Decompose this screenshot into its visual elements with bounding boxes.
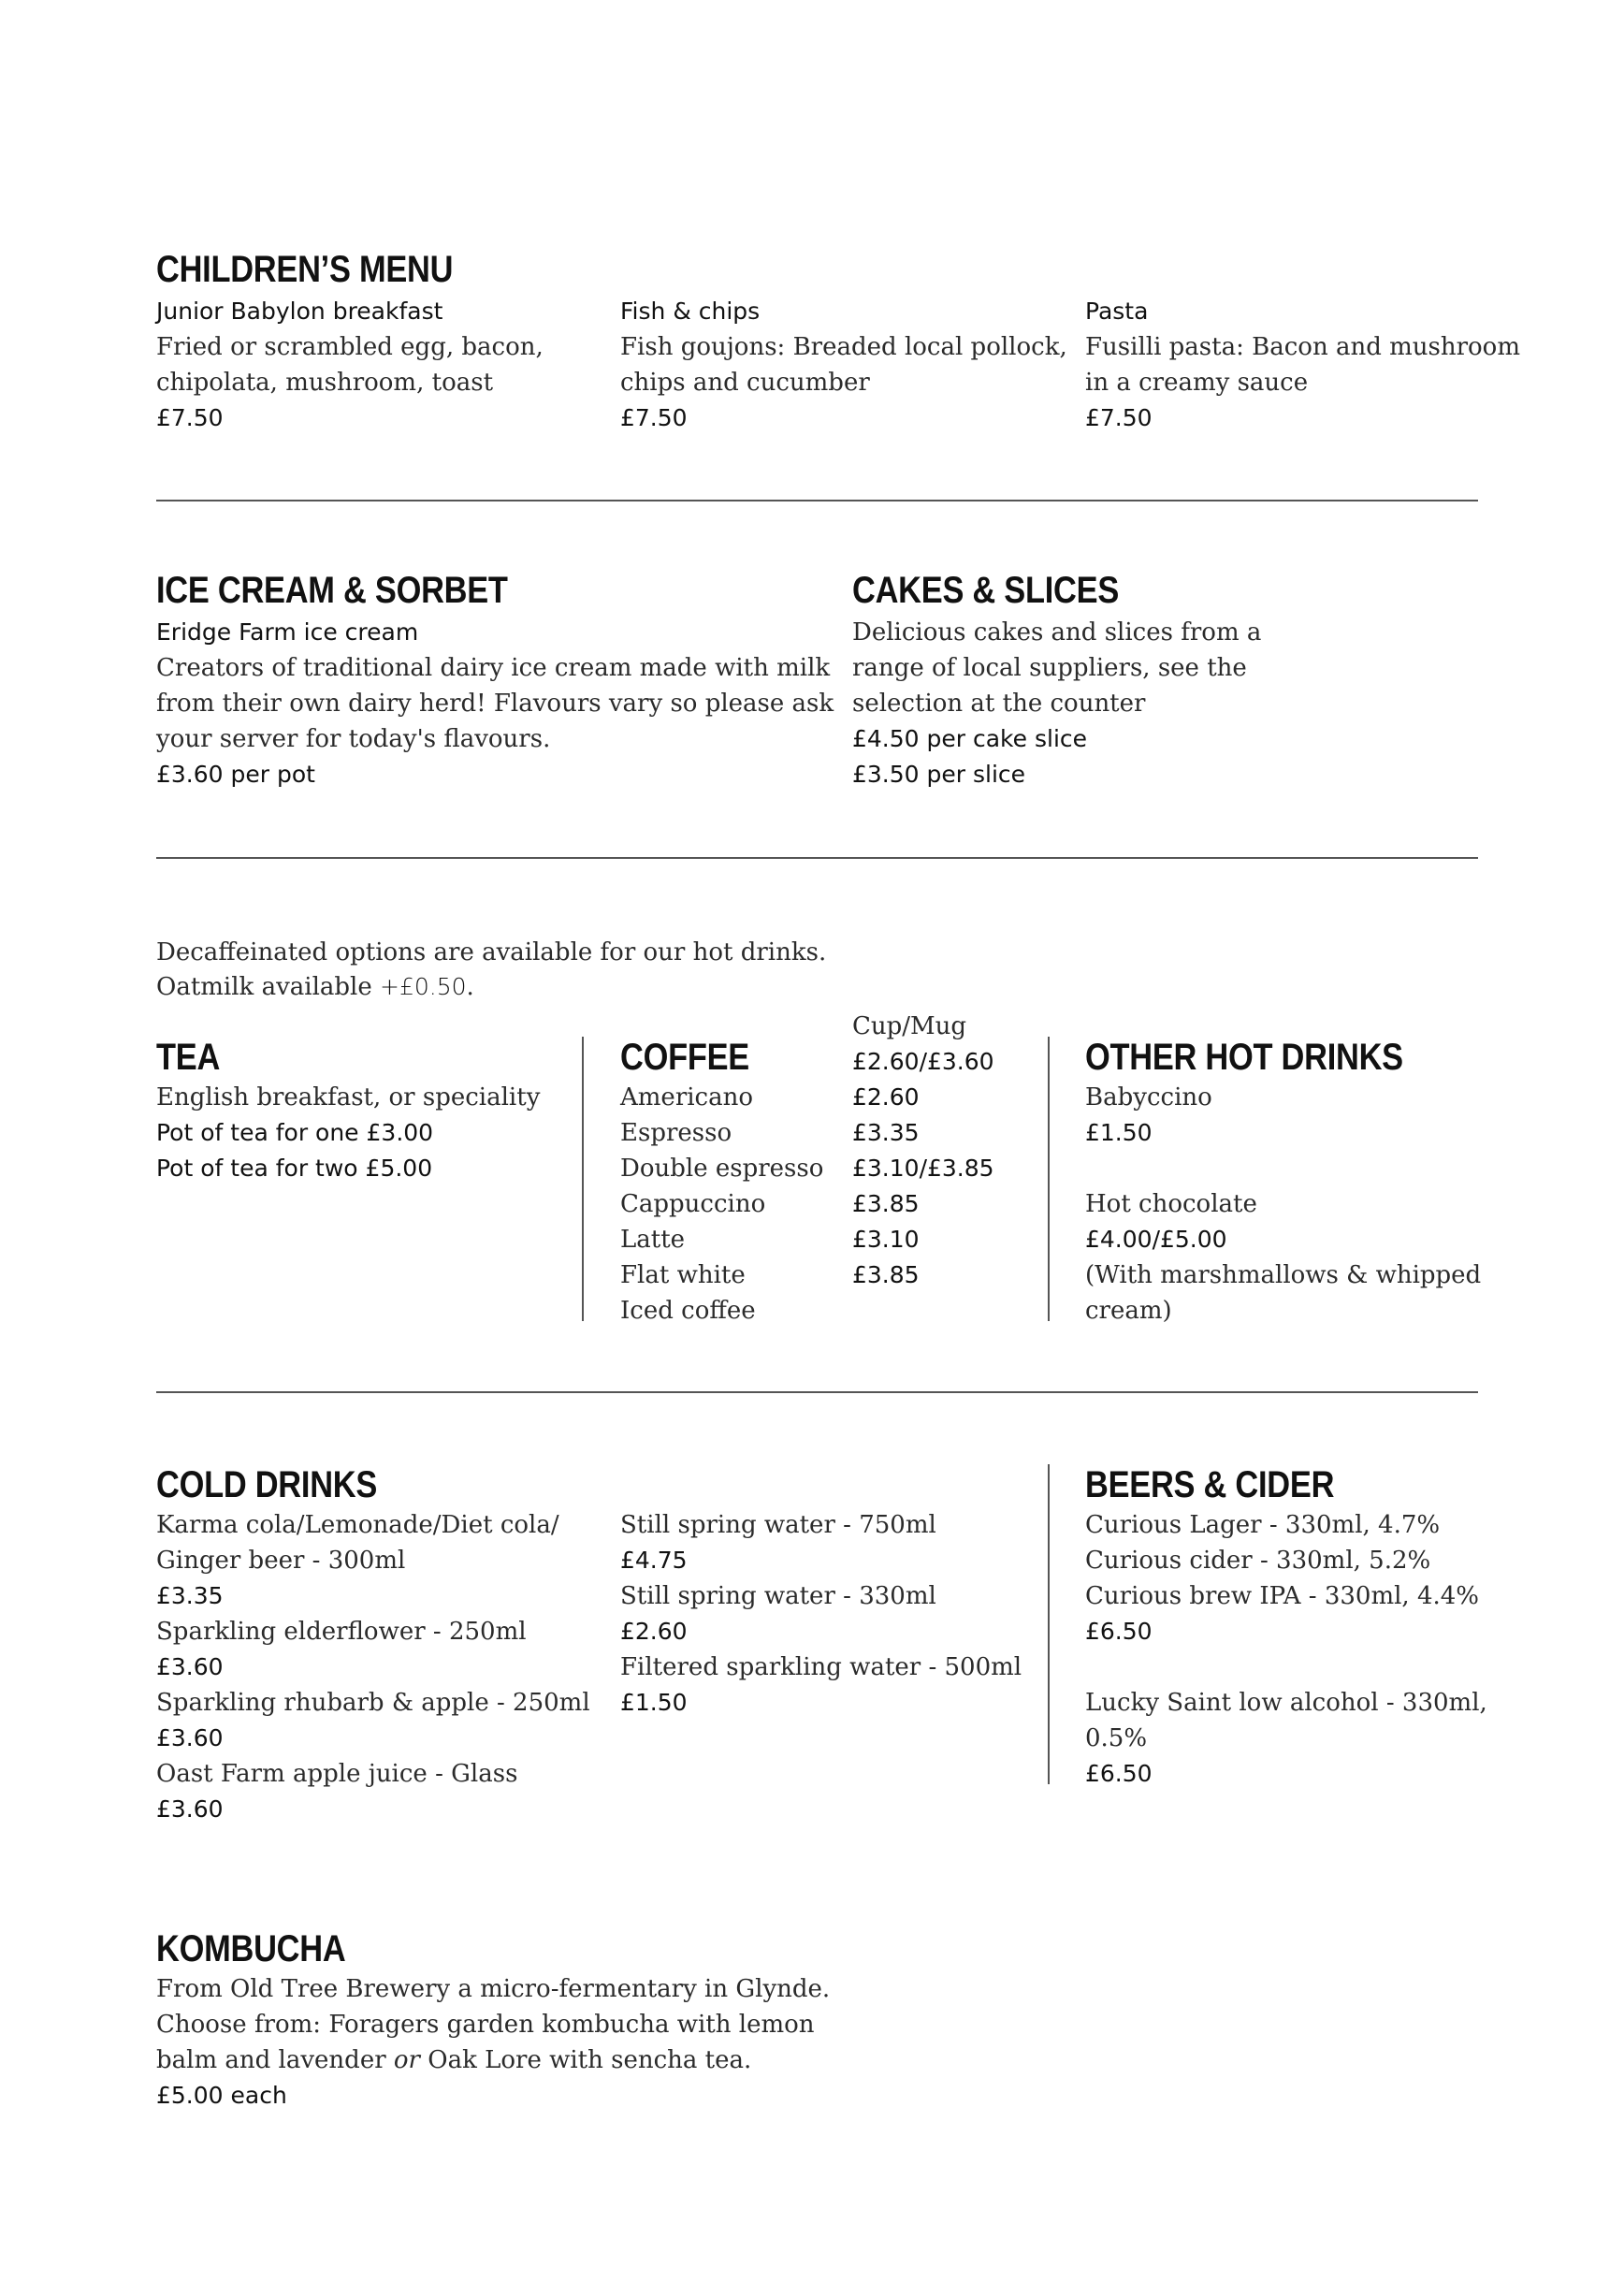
kombucha-desc xyxy=(156,2042,998,2078)
item-price: £7.50 xyxy=(620,404,688,431)
coffee-header-price: £2.60/£3.60 xyxy=(852,1048,994,1075)
drink-item: Curious cider - 330ml, 5.2% xyxy=(1085,1547,1431,1575)
cold-drinks-col2 xyxy=(620,1507,1051,1721)
coffee-prices xyxy=(852,1080,1039,1293)
item-desc: chipolata, mushroom, toast xyxy=(156,369,494,397)
coffee-item: Flat white xyxy=(620,1261,746,1289)
cold-drinks-col1 xyxy=(156,1507,605,1827)
item-name: Pasta xyxy=(1085,298,1149,325)
drink-price: £2.60 xyxy=(620,1618,688,1645)
drink-item: 0.5% xyxy=(1085,1724,1148,1752)
item-price: £3.50 per slice xyxy=(852,761,1026,788)
cold-drinks-title: COLD DRINKS xyxy=(156,1464,378,1505)
kombucha-or: or xyxy=(393,2046,420,2074)
drink-item: Curious Lager - 330ml, 4.7% xyxy=(1085,1511,1441,1539)
drink-price: £3.35 xyxy=(156,1582,224,1609)
oatmilk-end: . xyxy=(466,973,474,1001)
drink-item: Sparkling elderflower - 250ml xyxy=(156,1618,527,1646)
drink-price: £4.75 xyxy=(620,1547,688,1574)
children-item xyxy=(1085,294,1520,436)
item-price: £5.00 each xyxy=(156,2082,287,2109)
drink-price: £3.60 xyxy=(156,1724,224,1751)
coffee-item: Latte xyxy=(620,1226,686,1254)
kombucha-block xyxy=(156,1971,998,2114)
drink-price: £6.50 xyxy=(1085,1618,1153,1645)
drink-item: Still spring water - 330ml xyxy=(620,1582,936,1610)
column-divider xyxy=(1048,1464,1050,1784)
drink-item: Lucky Saint low alcohol - 330ml, xyxy=(1085,1689,1487,1717)
item-price: Pot of tea for one £3.00 xyxy=(156,1119,434,1146)
drink-note: cream) xyxy=(1085,1297,1172,1325)
oatmilk-note xyxy=(156,969,998,1005)
item-price: Pot of tea for two £5.00 xyxy=(156,1155,433,1182)
drink-item xyxy=(1085,1649,1497,1685)
coffee-item: Iced coffee xyxy=(620,1297,756,1325)
drink-price: £4.00/£5.00 xyxy=(1085,1226,1227,1253)
drink-item: Curious brew IPA - 330ml, 4.4% xyxy=(1085,1582,1480,1610)
coffee-item: Cappuccino xyxy=(620,1190,766,1218)
drink-item: Still spring water - 750ml xyxy=(620,1511,936,1539)
kombucha-desc-part: balm and lavender xyxy=(156,2046,394,2074)
drink-price: £6.50 xyxy=(1085,1760,1153,1787)
coffee-item: Americano xyxy=(620,1083,754,1112)
drink-price: £1.50 xyxy=(1085,1119,1153,1146)
ice-cream-title: ICE CREAM & SORBET xyxy=(156,570,508,611)
other-hot-drinks-block xyxy=(1085,1080,1497,1329)
tea-title: TEA xyxy=(156,1037,221,1078)
childrens-menu-title: CHILDREN’S MENU xyxy=(156,249,454,290)
beers-cider-block xyxy=(1085,1507,1497,1792)
item-desc: your server for today's flavours. xyxy=(156,725,551,753)
coffee-price: £3.10/£3.85 xyxy=(852,1155,994,1182)
item-desc: from their own dairy herd! Flavours vary so please ask xyxy=(156,690,834,718)
hot-drinks-intro xyxy=(156,937,998,1005)
beers-cider-title: BEERS & CIDER xyxy=(1085,1464,1335,1505)
item-price: £7.50 xyxy=(156,404,224,431)
item-name: Junior Babylon breakfast xyxy=(156,298,443,325)
drink-item: Karma cola/Lemonade/Diet cola/ xyxy=(156,1511,559,1539)
coffee-title: COFFEE xyxy=(620,1037,749,1078)
coffee-price: £3.85 xyxy=(852,1190,920,1217)
item-desc: English breakfast, or speciality xyxy=(156,1083,541,1112)
item-desc: Delicious cakes and slices from a xyxy=(852,618,1262,647)
kombucha-title: KOMBUCHA xyxy=(156,1928,346,1969)
cakes-block xyxy=(852,615,1320,792)
coffee-price: £3.35 xyxy=(852,1119,920,1146)
children-item xyxy=(156,294,587,436)
drink-price: £1.50 xyxy=(620,1689,688,1716)
item-name: Eridge Farm ice cream xyxy=(156,618,419,646)
size-header: Cup/Mug xyxy=(852,1012,967,1040)
cakes-title: CAKES & SLICES xyxy=(852,570,1120,611)
drink-item: Hot chocolate xyxy=(1085,1190,1257,1218)
ice-cream-block xyxy=(156,615,834,792)
section-divider xyxy=(156,500,1478,501)
item-desc: selection at the counter xyxy=(852,690,1146,718)
kombucha-desc: Choose from: Foragers garden kombucha with lemon xyxy=(156,2011,815,2039)
oatmilk-text: Oatmilk available xyxy=(156,973,381,1001)
children-item xyxy=(620,294,1069,436)
item-price: £4.50 per cake slice xyxy=(852,725,1088,752)
coffee-price: £3.10 xyxy=(852,1226,920,1253)
kombucha-desc: From Old Tree Brewery a micro-fermentary in Glynde. xyxy=(156,1975,831,2003)
coffee-price: £3.85 xyxy=(852,1261,920,1288)
spacer xyxy=(1085,1151,1497,1186)
drink-item: Filtered sparkling water - 500ml xyxy=(620,1653,1022,1681)
item-desc: Creators of traditional dairy ice cream made with milk xyxy=(156,654,831,682)
drink-price: £3.60 xyxy=(156,1653,224,1680)
item-desc: range of local suppliers, see the xyxy=(852,654,1247,682)
item-desc: Fried or scrambled egg, bacon, xyxy=(156,333,544,361)
decaf-note: Decaffeinated options are available for our hot drinks. xyxy=(156,938,827,966)
column-divider xyxy=(1048,1037,1050,1321)
item-desc: chips and cucumber xyxy=(620,369,870,397)
item-desc: Fusilli pasta: Bacon and mushroom xyxy=(1085,333,1520,361)
coffee-item: Double espresso xyxy=(620,1155,824,1183)
drink-note: (With marshmallows & whipped xyxy=(1085,1261,1482,1289)
coffee-item: Espresso xyxy=(620,1119,732,1147)
item-desc: in a creamy sauce xyxy=(1085,369,1309,397)
section-divider xyxy=(156,1391,1478,1393)
drink-item: Babyccino xyxy=(1085,1083,1212,1112)
item-price: £3.60 per pot xyxy=(156,761,315,788)
item-price: £7.50 xyxy=(1085,404,1153,431)
coffee-items xyxy=(620,1080,845,1329)
coffee-price: £2.60 xyxy=(852,1083,920,1111)
item-desc: Fish goujons: Breaded local pollock, xyxy=(620,333,1067,361)
item-name: Fish & chips xyxy=(620,298,761,325)
column-divider xyxy=(582,1037,584,1321)
kombucha-desc-part: Oak Lore with sencha tea. xyxy=(420,2046,752,2074)
drink-item: Sparkling rhubarb & apple - 250ml xyxy=(156,1689,590,1717)
drink-price: £3.60 xyxy=(156,1795,224,1823)
drink-item: Ginger beer - 300ml xyxy=(156,1547,406,1575)
oatmilk-price: +£0.50 xyxy=(380,973,467,1000)
other-hot-drinks-title: OTHER HOT DRINKS xyxy=(1085,1037,1403,1078)
section-divider xyxy=(156,857,1478,859)
tea-block xyxy=(156,1080,568,1186)
drink-item: Oast Farm apple juice - Glass xyxy=(156,1760,518,1788)
